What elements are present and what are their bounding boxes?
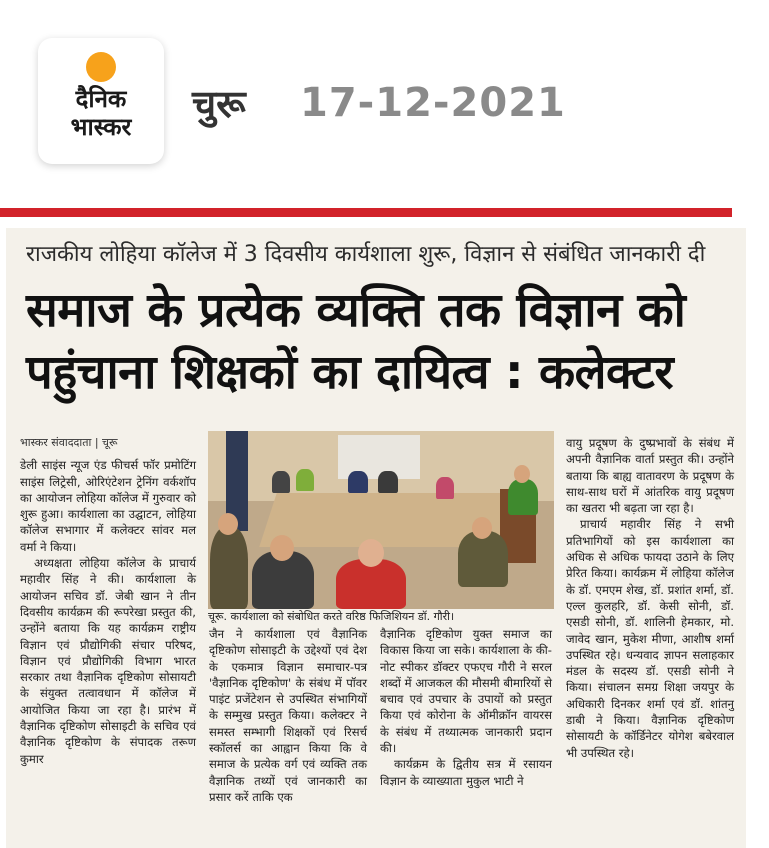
logo-text-line2: भास्कर: [70, 113, 132, 141]
article-headline: [26, 280, 738, 404]
article-column-1: [20, 435, 196, 767]
edition-city: चुरू: [192, 82, 246, 126]
photo-person: [210, 527, 248, 609]
column-3-paragraph-1: वैज्ञानिक दृष्टिकोण युक्त समाज का विकास किया जा सके। कार्यशाला के की-नोट स्पीकर डॉक्टर एफएच गौरी ने सरल शब्दों में आजकल की मौसमी बीमारियों से बचाव एवं उपचार के उपायों को प्रस्तुत किया एवं कोरोना के ऑमीक्रॉन वायरस के संबंध में तथ्यात्मक जानकारी प्रदान की।: [380, 627, 552, 756]
article-kicker: राजकीय लोहिया कॉलेज में 3 दिवसीय कार्यशाला शुरू, विज्ञान से संबंधित जानकारी दी: [26, 242, 706, 267]
column-1-paragraph-1: डेली साइंस न्यूज एंड फीचर्स फॉर प्रमोटिंग साइंस लिट्रेसी, ओरिएंटेशन ट्रेनिंग वर्कशॉप का आयोजन लोहिया कॉलेज में गुरुवार को शुरू हुआ। कार्यशाला का उद्घाटन, लोहिया कॉलेज सभागार में कलेक्टर सांवर मल वर्मा ने किया।: [20, 458, 196, 554]
byline: भास्कर संवाददाता | चूरू: [20, 436, 118, 449]
photo-caption: चूरू. कार्यशाला को संबोधित करते वरिष्ठ फिजिशियन डॉ. गौरी।: [208, 610, 554, 624]
column-4-paragraph-1: वायु प्रदूषण के दुष्प्रभावों के संबंध में अपनी वैज्ञानिक वार्ता प्रस्तुत की। उन्होंने बताया कि बाह्य वातावरण के प्रदूषण के साथ-साथ घरों में आंतरिक वायु प्रदूषण का खतरा भी बढ़ता जा रहा है।: [566, 436, 734, 516]
sun-icon: [86, 52, 116, 82]
divider-bar: [0, 208, 732, 217]
photo-person: [272, 471, 290, 493]
article-column-3: [380, 626, 552, 789]
photo-person-head: [514, 465, 530, 483]
article-column-2: [209, 626, 367, 805]
photo-person: [508, 479, 538, 515]
edition-date: 17-12-2021: [300, 80, 566, 126]
article-column-4: [566, 435, 734, 761]
column-1-paragraph-2: अध्यक्षता लोहिया कॉलेज के प्राचार्य महावीर सिंह ने की। कार्यशाला के आयोजन सचिव डॉ. जेबी खान ने तीन दिवसीय कार्यक्रम की रूपरेखा प्रस्तुत की, उन्होंने बताया कि यह कार्यक्रम राष्ट्रीय विज्ञान एवं प्रौद्योगिकी संचार परिषद, विज्ञान एवं प्रौद्योगिकी विभाग भारत सरकार तथा वैज्ञानिक दृष्टिकोण सोसायटी के संयुक्त तत्वावधान में कॉलेज में आयोजित किया जा रहा है। प्रारंभ में वैज्ञानिक दृष्टिकोण सोसाइटी के सचिव एवं वैज्ञानिक दृष्टिकोण के संपादक तरूण कुमार: [20, 556, 196, 766]
column-2-paragraph-1: जैन ने कार्यशाला एवं वैज्ञानिक दृष्टिकोण सोसाइटी के उद्देश्यों एवं देश के एकमात्र विज्ञान समाचार-पत्र 'वैज्ञानिक दृष्टिकोण' के संबंध में पॉवर पाइंट प्रजेंटेशन से उपस्थित संभागियों के सम्मुख प्रस्तुत किया। कलेक्टर ने समस्त सम्भागी शिक्षकों एवं रिसर्च स्कॉलर्स का आह्वान किया कि वे समाज के प्रत्येक वर्ग एवं व्यक्ति तक वैज्ञानिक तथ्यों एवं जानकारी का प्रसार करें ताकि एक: [209, 627, 367, 804]
column-3-paragraph-2: कार्यक्रम के द्वितीय सत्र में रसायन विज्ञान के व्याख्याता मुकुल भाटी ने: [380, 757, 552, 788]
dainik-bhaskar-logo[interactable]: [38, 38, 164, 164]
photo-person: [436, 477, 454, 499]
headline-line2: पहुंचाना शिक्षकों का दायित्व : कलेक्टर: [26, 345, 674, 400]
photo-person: [458, 531, 508, 587]
news-clipping: [6, 228, 746, 848]
column-4-paragraph-2: प्राचार्य महावीर सिंह ने सभी प्रतिभागियों को इस कार्यशाला का अधिक से अधिक फायदा उठाने के लिए प्रेरित किया। कार्यक्रम में लोहिया कॉलेज के डॉ. एमएम शेख, डॉ. प्रशांत शर्मा, डॉ. एल्ल कुलहरि, डॉ. केसी सोनी, डॉ. एसडी सोनी, डॉ. शालिनी हेमकार, मो. जावेद खान, मुकेश मीणा, आशीष शर्मा उपस्थित रहे। धन्यवाद ज्ञापन सलाहकार मंडल के सदस्य डॉ. एसडी सोनी ने किया। संचालन समग्र शिक्षा जयपुर के अधिकारी दिनकर शर्मा एवं डॉ. शांतनु डाबी ने किया। वैज्ञानिक दृष्टिकोण सोसायटी के कॉर्डिनेटर योगेश बबेरवाल भी उपस्थित रहे।: [566, 517, 734, 760]
photo-person: [296, 469, 314, 491]
masthead: [0, 0, 769, 210]
photo-person-head: [270, 535, 294, 561]
photo-person: [378, 471, 398, 493]
photo-person: [348, 471, 368, 493]
article-photo: [208, 431, 554, 609]
photo-person-head: [218, 513, 238, 535]
headline-line1: समाज के प्रत्येक व्यक्ति तक विज्ञान को: [26, 283, 686, 338]
photo-person-head: [472, 517, 492, 539]
logo-text-line1: दैनिक: [75, 85, 127, 113]
photo-person-head: [358, 539, 384, 567]
